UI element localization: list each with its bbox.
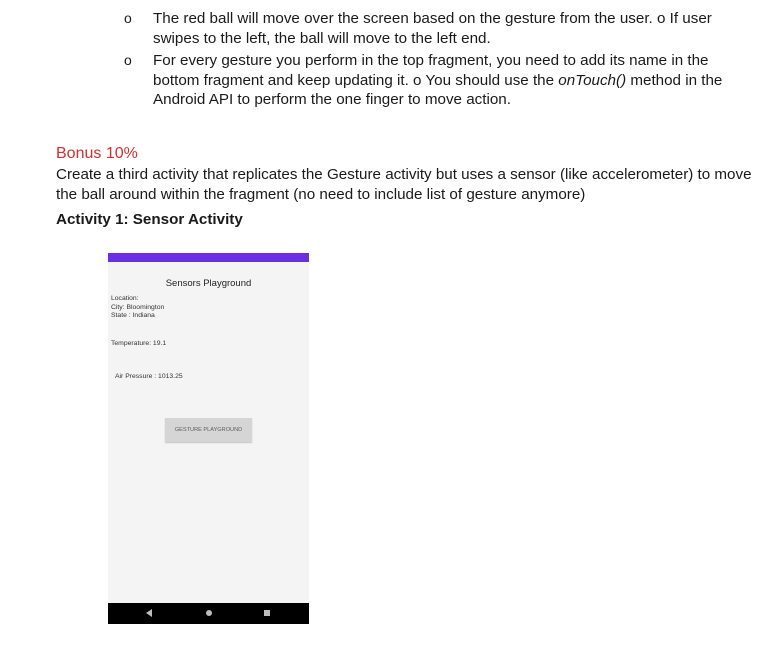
app-bar [108,253,309,262]
recent-apps-icon[interactable] [264,610,270,616]
air-pressure-value: Air Pressure : 1013.25 [115,373,183,380]
phone-screenshot [108,253,309,624]
bullet-item-gesture-list [124,51,724,110]
activity-heading: Activity 1: Sensor Activity [56,211,243,228]
bullet-text-end: method in the Android API to perform the one finger to move action. [153,71,723,108]
city-value: City: Bloomington [111,303,165,311]
location-block [111,295,164,321]
bullet-marker: o [124,10,132,26]
bonus-heading: Bonus 10% [56,145,138,162]
bullet-marker: o [124,52,132,68]
ontouch-method-name: onTouch() [558,71,627,89]
bonus-description: Create a third activity that replicates the Gesture activity but uses a sensor (like accelerometer) to move the ball around within the fragment (no need to include list of gesture anymore) [56,166,752,203]
bullet-text: For every gesture you perform in the top fragment, you need to add its name in the bottom fragment and keep updating it. o You should use the [153,52,709,89]
bullet-text: The red ball will move over the screen based on the gesture from the user. o If user swipes to the left, the ball will move to the left end. [153,10,712,47]
location-label: Location: [111,295,139,302]
instruction-bullet-list [124,9,724,110]
home-icon[interactable] [206,610,212,616]
android-nav-bar [108,603,309,624]
screen-title: Sensors Playground [165,278,252,289]
temperature-value: Temperature: 19.1 [111,340,167,347]
state-value: State : Indiana [111,312,155,320]
gesture-playground-button[interactable]: GESTURE PLAYGROUND [165,418,252,442]
back-icon[interactable] [146,609,152,617]
bullet-item-red-ball [124,9,724,48]
